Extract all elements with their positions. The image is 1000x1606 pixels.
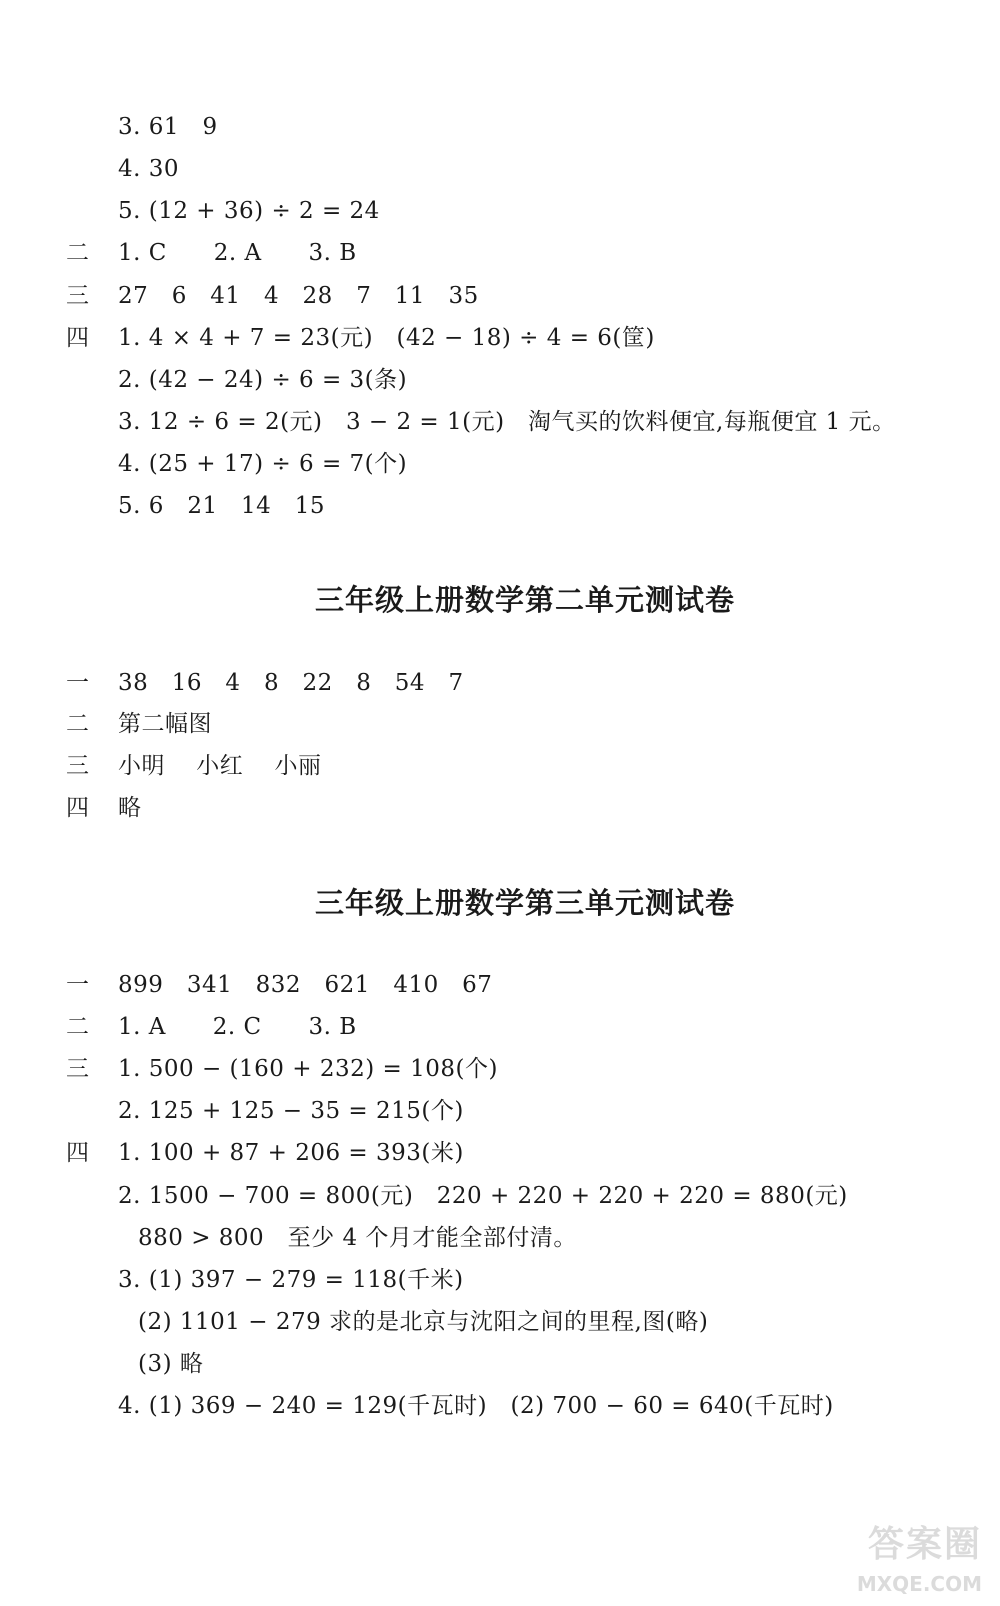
section-label: 三 <box>66 283 90 309</box>
unit2-title: 三年级上册数学第二单元测试卷 <box>315 583 736 617</box>
answer-line: 1. 500 − (160 + 232) = 108(个) <box>118 1056 498 1082</box>
watermark-logo: 答案圈 <box>867 1524 982 1565</box>
answer-line: 1. 100 + 87 + 206 = 393(米) <box>118 1140 464 1166</box>
section-label: 四 <box>66 1140 90 1166</box>
section-label: 四 <box>66 325 90 351</box>
watermark-url: MXQE.COM <box>856 1572 982 1596</box>
answer-line: 2. 125 + 125 − 35 = 215(个) <box>118 1098 464 1124</box>
answer-line: 3. 61 9 <box>118 114 218 140</box>
section-label: 一 <box>66 972 90 998</box>
answer-line: 38 16 4 8 22 8 54 7 <box>118 670 464 696</box>
section-label: 二 <box>66 240 90 266</box>
answer-line: 略 <box>118 795 142 821</box>
answer-line: (2) 1101 − 279 求的是北京与沈阳之间的里程,图(略) <box>138 1309 709 1335</box>
answer-line: 4. (1) 369 − 240 = 129(千瓦时) (2) 700 − 60 = 640(千瓦时) <box>118 1393 834 1419</box>
answer-line: (3) 略 <box>138 1351 204 1377</box>
answer-line: 4. (25 + 17) ÷ 6 = 7(个) <box>118 451 408 477</box>
answer-line: 1. 4 × 4 + 7 = 23(元) (42 − 18) ÷ 4 = 6(筐) <box>118 325 655 351</box>
answer-line: 小明 小红 小丽 <box>118 753 322 779</box>
section-label: 一 <box>66 670 90 696</box>
answer-line: 27 6 41 4 28 7 11 35 <box>118 283 479 309</box>
answer-line: 2. 1500 − 700 = 800(元) 220 + 220 + 220 + 220 = 880(元) <box>118 1183 848 1209</box>
answer-line: 1. C 2. A 3. B <box>118 240 357 266</box>
answer-line: 3. 12 ÷ 6 = 2(元) 3 − 2 = 1(元) 淘气买的饮料便宜,每瓶便宜 1 元。 <box>118 409 896 435</box>
watermark <box>832 1516 982 1596</box>
answer-line: 899 341 832 621 410 67 <box>118 972 493 998</box>
answer-line: 4. 30 <box>118 156 180 182</box>
answer-line: 1. A 2. C 3. B <box>118 1014 357 1040</box>
section-label: 二 <box>66 1014 90 1040</box>
section-label: 三 <box>66 1056 90 1082</box>
answer-line: 880 > 800 至少 4 个月才能全部付清。 <box>138 1225 577 1251</box>
answer-line: 第二幅图 <box>118 711 212 737</box>
section-label: 四 <box>66 795 90 821</box>
answer-line: 5. (12 + 36) ÷ 2 = 24 <box>118 198 380 224</box>
unit3-title: 三年级上册数学第三单元测试卷 <box>315 886 736 920</box>
section-label: 二 <box>66 711 90 737</box>
answer-line: 2. (42 − 24) ÷ 6 = 3(条) <box>118 367 408 393</box>
answer-line: 5. 6 21 14 15 <box>118 493 325 519</box>
section-label: 三 <box>66 753 90 779</box>
answer-line: 3. (1) 397 − 279 = 118(千米) <box>118 1267 464 1293</box>
